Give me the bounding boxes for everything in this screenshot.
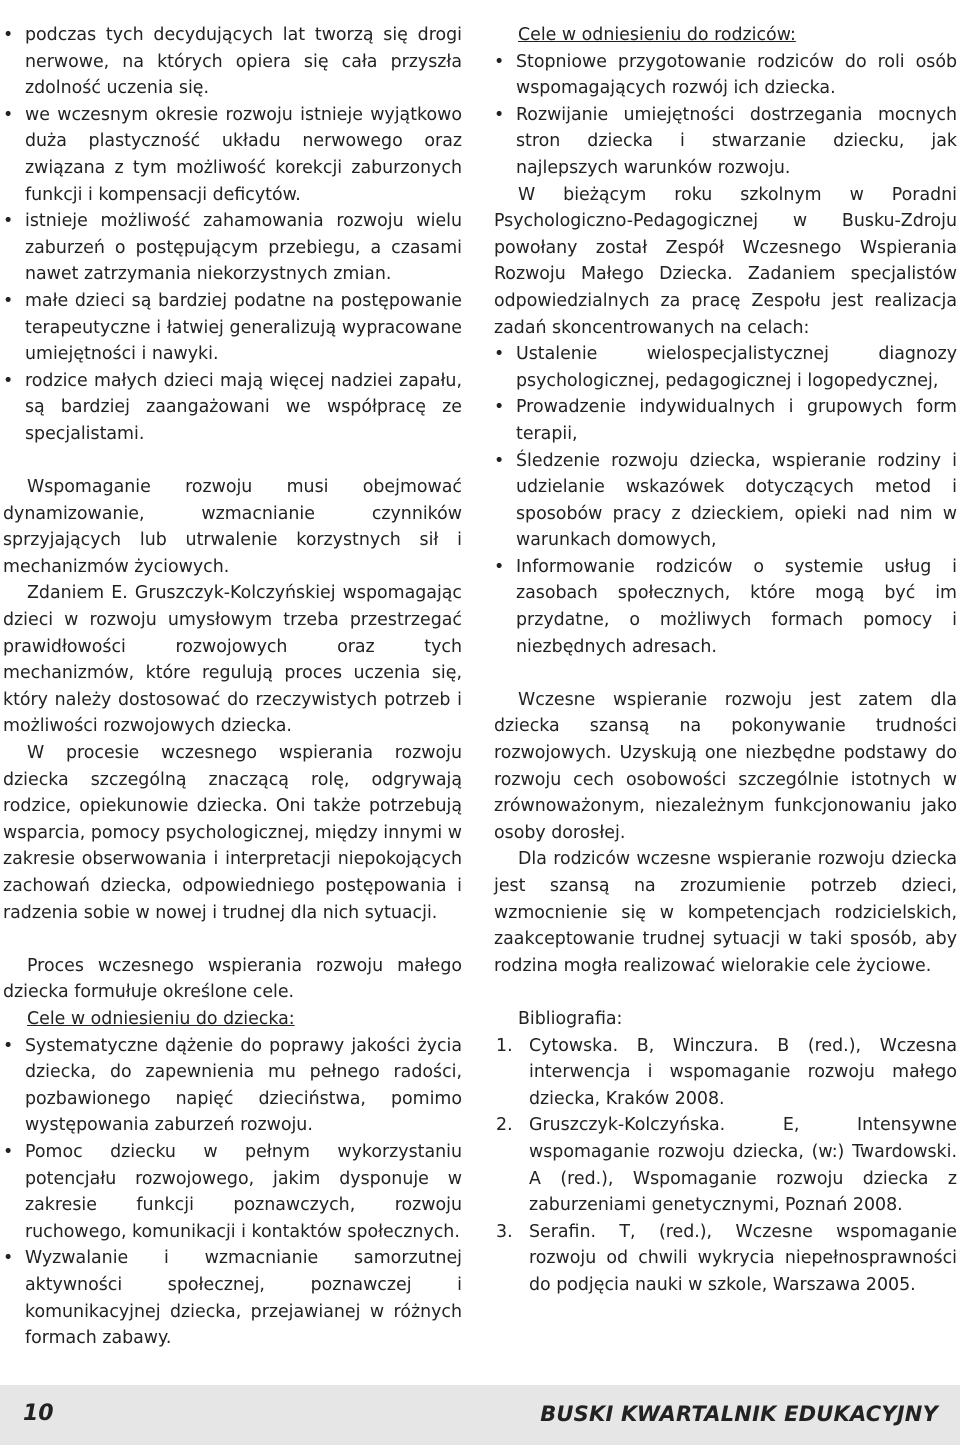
list-item: • małe dzieci są bardziej podatne na postępowanie terapeutyczne i łatwiej generalizują wypracowane umiejętności i nawyki. (3, 288, 462, 368)
parent-goals-list (494, 49, 957, 182)
page-number: 10 (23, 1401, 54, 1426)
list-item: • rodzice małych dzieci mają więcej nadziei zapału, są bardziej zaangażowani we współpracę ze specjalistami. (3, 368, 462, 448)
bibliography-heading: Bibliografia: (518, 1008, 623, 1029)
paragraph: Dla rodziców wczesne wspieranie rozwoju dziecka jest szansą na zrozumienie potrzeb dzieci, wzmocnienie się w kompetencjach rodzicielskich, zaakceptowanie trudnej sytuacji w taki sposób, aby rodzina mogła realizować wielorakie cele życiowe. (494, 849, 957, 976)
list-item: • Śledzenie rozwoju dziecka, wspieranie rodziny i udzielanie wskazówek dotyczących metod i sposobów pracy z dzieckiem, opieki nad nim w warunkach domowych, (494, 448, 957, 554)
section-heading-child: Cele w odniesieniu do dziecka: (27, 1008, 295, 1029)
bibliography-number: 2. (496, 1115, 513, 1136)
benefits-list (3, 22, 462, 448)
section-heading-parents: Cele w odniesieniu do rodziców: (518, 25, 796, 45)
list-item: • Wyzwalanie i wzmacnianie samorzutnej aktywności społecznej, poznawczej i komunikacyjnej dziecka, przejawianej w różnych formach zabawy. (3, 1245, 462, 1351)
paragraph: W bieżącym roku szkolnym w Poradni Psychologiczno-Pedagogicznej w Busku-Zdroju powołany został Zespół Wczesnego Wspierania Rozwoju Małego Dziecka. Zadaniem specjalistów odpowiedzialnych za pracę Zespołu jest realizacja zadań skoncentrowanych na celach: (494, 184, 957, 338)
paragraph: Wspomaganie rozwoju musi obejmować dynamizowanie, wzmacnianie czynników sprzyjających lub utrwalenie korzystnych sił i mechanizmów życiowych. (3, 477, 462, 577)
page-footer (0, 1385, 960, 1445)
list-item: • Rozwijanie umiejętności dostrzegania mocnych stron dziecka i stwarzanie dziecku, jak najlepszych warunków rozwoju. (494, 102, 957, 182)
left-column (3, 22, 462, 1352)
bibliography-number: 1. (496, 1035, 513, 1056)
list-item: • Ustalenie wielospecjalistycznej diagnozy psychologicznej, pedagogicznej i logopedycznej, (494, 341, 957, 394)
bibliography-text: Cytowska. B, Winczura. B (red.), Wczesna interwencja i wspomaganie rozwoju małego dziecka, Kraków 2008. (529, 1035, 957, 1109)
bibliography-text: Serafin. T, (red.), Wczesne wspomaganie rozwoju od chwili wykrycia niepełnosprawności do podjęcia nauki w szkole, Warszawa 2005. (529, 1221, 957, 1295)
list-item: • Informowanie rodziców o systemie usług i zasobach społecznych, które mogą być im przydatne, o możliwych formach pomocy i niezbędnych adresach. (494, 554, 957, 660)
bibliography-text: Gruszczyk-Kolczyńska. E, Intensywne wspomaganie rozwoju dziecka, (w:) Twardowski. A (red.), Wspomaganie rozwoju dziecka z zaburzeniami genetycznymi, Poznań 2008. (529, 1115, 957, 1216)
list-item: • podczas tych decydujących lat tworzą się drogi nerwowe, na których opiera się cała przyszła zdolność uczenia się. (3, 22, 462, 102)
magazine-title: BUSKI KWARTALNIK EDUKACYJNY (540, 1402, 938, 1426)
list-item: • we wczesnym okresie rozwoju istnieje wyjątkowo duża plastyczność układu nerwowego oraz związana z tym możliwość korekcji zaburzonych funkcji i kompensacji deficytów. (3, 102, 462, 208)
bibliography-item (494, 1112, 957, 1218)
child-goals-list (3, 1033, 462, 1352)
bibliography-item (494, 1033, 957, 1113)
list-item: • istnieje możliwość zahamowania rozwoju wielu zaburzeń o postępującym przebiegu, a czasami nawet zatrzymania niekorzystnych zmian. (3, 208, 462, 288)
list-item: • Systematyczne dążenie do poprawy jakości życia dziecka, do zapewnienia mu pełnego radości, pozbawionego napięć dzieciństwa, pomimo występowania zaburzeń rozwoju. (3, 1033, 462, 1139)
bibliography-list (494, 1033, 957, 1299)
paragraph: Proces wczesnego wspierania rozwoju małego dziecka formułuje określone cele. (3, 955, 462, 1003)
list-item: • Prowadzenie indywidualnych i grupowych form terapii, (494, 394, 957, 447)
list-item: • Pomoc dziecku w pełnym wykorzystaniu potencjału rozwojowego, jakim dysponuje w zakresie funkcji poznawczych, rozwoju ruchowego, komunikacji i kontaktów społecznych. (3, 1139, 462, 1245)
paragraph: Zdaniem E. Gruszczyk-Kolczyńskiej wspomagając dzieci w rozwoju umysłowym trzeba przestrzegać prawidłowości rozwojowych oraz tych mechanizmów, które regulują proces uczenia się, który należy dostosować do rzeczywistych potrzeb i możliwości rozwojowych dziecka. (3, 583, 462, 737)
right-column (494, 22, 957, 1299)
paragraph: Wczesne wspieranie rozwoju jest zatem dla dziecka szansą na pokonywanie trudności rozwojowych. Uzyskują one niezbędne podstawy do rozwoju cech osobowości szczególnie istotnych w zrównoważonym, niezależnym funkcjonowaniu jako osoby dorosłej. (494, 689, 957, 843)
list-item: • Stopniowe przygotowanie rodziców do roli osób wspomagających rozwój ich dziecka. (494, 49, 957, 102)
paragraph: W procesie wczesnego wspierania rozwoju dziecka szczególną znaczącą rolę, odgrywają rodzice, opiekunowie dziecka. Oni także potrzebują wsparcia, pomocy psychologicznej, między innymi w zakresie obserwowania i interpretacji niepokojących zachowań dziecka, odpowiedniego postępowania i radzenia sobie w nowej i trudnej dla nich sytuacji. (3, 743, 462, 923)
team-goals-list (494, 341, 957, 660)
bibliography-item (494, 1219, 957, 1299)
bibliography-number: 3. (496, 1221, 513, 1242)
